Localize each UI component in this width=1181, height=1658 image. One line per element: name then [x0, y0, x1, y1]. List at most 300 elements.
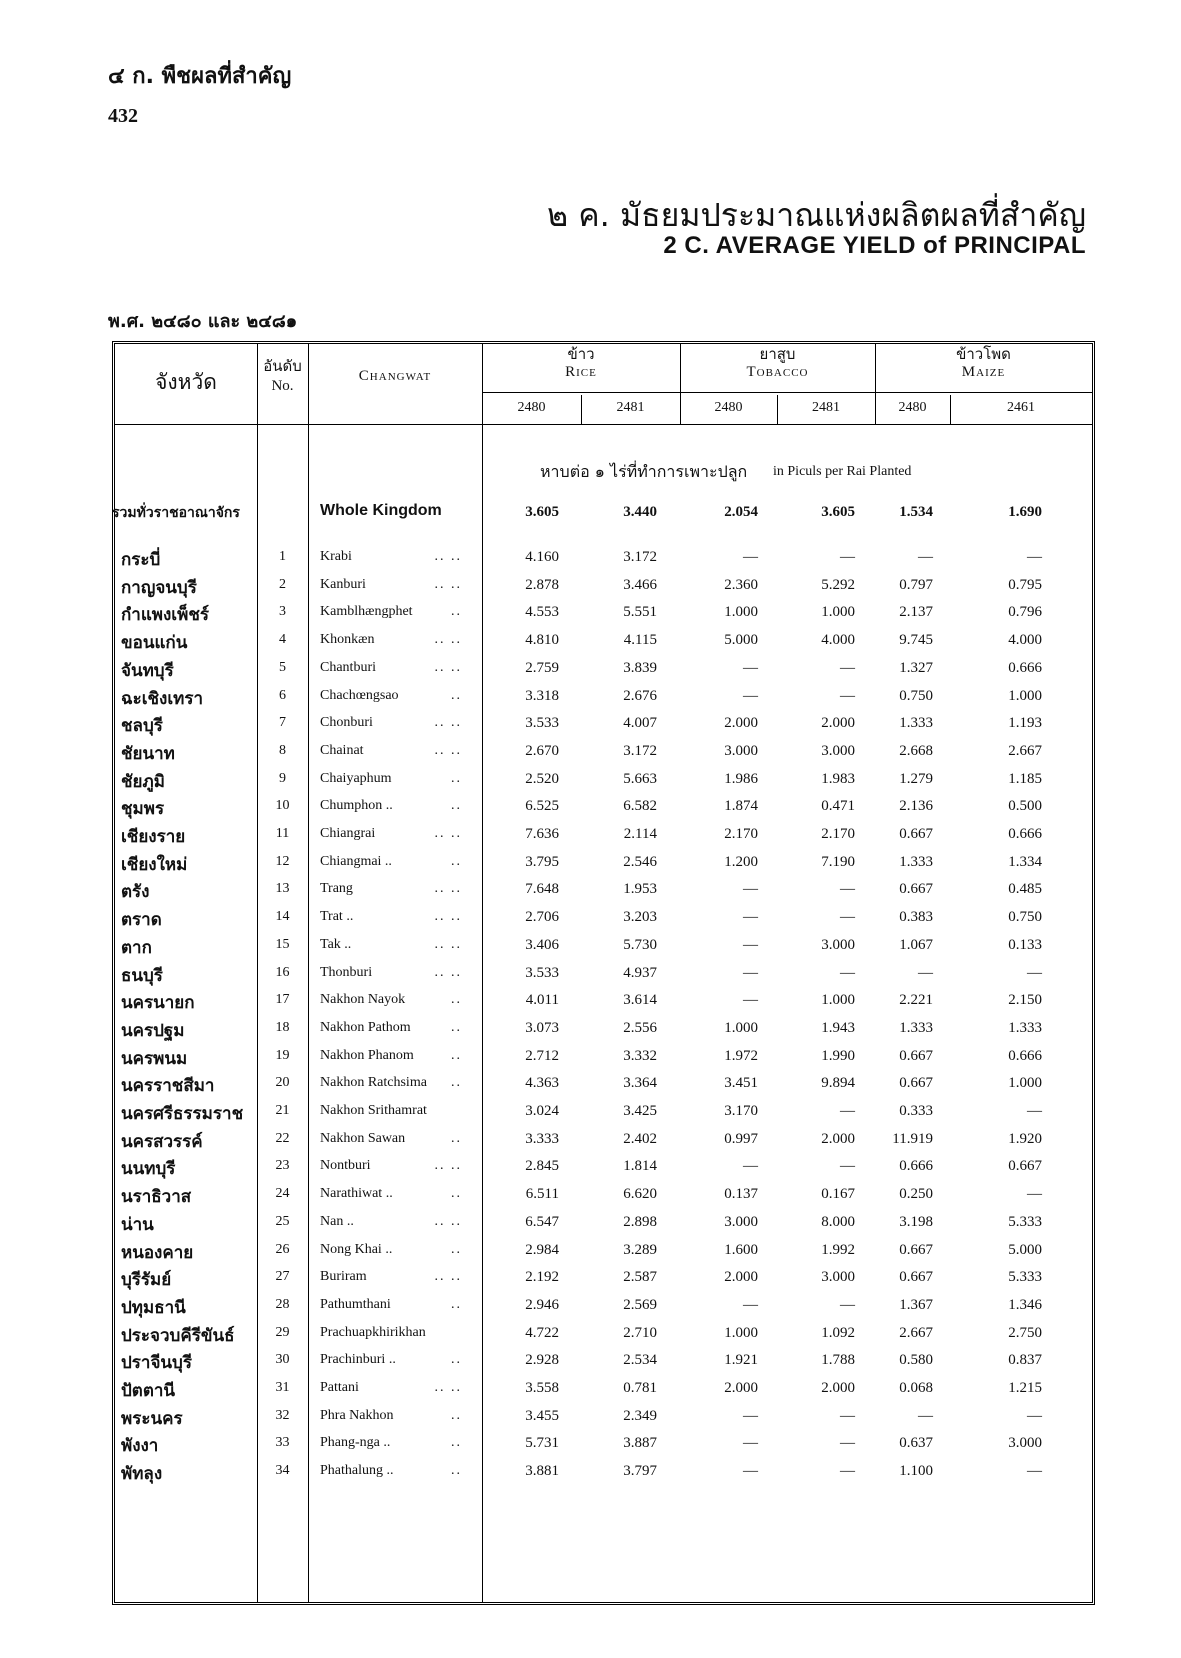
- yield-value: 3.455: [525, 1407, 559, 1424]
- yield-value: 3.172: [623, 742, 657, 759]
- yield-value: 3.795: [525, 853, 559, 870]
- yield-value: 3.198: [899, 1213, 933, 1230]
- yield-value: 0.667: [899, 1241, 933, 1258]
- yield-value: 1.333: [1008, 1019, 1042, 1036]
- province-english: Chachœngsao: [320, 687, 399, 703]
- province-english: Krabi: [320, 549, 352, 564]
- yield-value: 1.943: [821, 1019, 855, 1036]
- yield-value: 2.556: [623, 1019, 657, 1036]
- yield-value: 1.788: [821, 1352, 855, 1369]
- province-no: 32: [275, 1407, 290, 1423]
- yield-value: 2.667: [1008, 742, 1042, 759]
- yield-value: 3.451: [724, 1075, 758, 1092]
- leader-dots: .. ..: [434, 715, 462, 731]
- yield-value: 0.667: [899, 1269, 933, 1286]
- yield-value: 1.920: [1008, 1130, 1042, 1147]
- province-no: 33: [275, 1435, 290, 1451]
- province-english: Narathiwat ..: [320, 1186, 393, 1202]
- yield-value: 3.289: [623, 1241, 657, 1258]
- province-english: Nakhon Srithamrat: [320, 1103, 427, 1118]
- yield-value: 4.011: [525, 992, 559, 1009]
- yield-value: 0.666: [1008, 1047, 1042, 1064]
- leader-dots: .. ..: [434, 964, 462, 980]
- yield-value: 2.845: [525, 1158, 559, 1175]
- yield-value: 4.160: [525, 549, 559, 565]
- yield-value: 2.520: [525, 770, 559, 787]
- yield-value: 1.992: [821, 1241, 855, 1258]
- header-maize-thai: ข้าวโพด: [956, 345, 1011, 363]
- leader-dots: .. ..: [434, 1158, 462, 1174]
- yield-value: 1.185: [1008, 770, 1042, 787]
- province-thai: ปราจีนบุรี: [121, 1353, 192, 1374]
- yield-value: 6.525: [525, 798, 559, 815]
- province-thai: ปัตตานี: [121, 1381, 176, 1401]
- header-changwat-en: Changwat: [358, 368, 432, 384]
- leader-dots: ..: [451, 1186, 462, 1202]
- header-rule: [115, 424, 1092, 425]
- yield-value: —: [840, 909, 855, 926]
- yield-value: 0.137: [724, 1186, 758, 1203]
- yield-value: 5.000: [724, 632, 758, 649]
- province-thai: นครศรีธรรมราช: [121, 1104, 244, 1124]
- yield-value: 0.667: [899, 881, 933, 898]
- yield-value: 3.000: [821, 936, 855, 953]
- yield-value: 1.986: [724, 770, 758, 787]
- leader-dots: .. ..: [434, 1269, 462, 1285]
- province-thai: ตาก: [121, 937, 152, 958]
- year-header: 2480: [898, 400, 927, 415]
- yield-value: 0.997: [724, 1130, 758, 1147]
- province-thai: เชียงราย: [121, 827, 186, 847]
- unit-english: in Piculs per Rai Planted: [773, 464, 912, 479]
- yield-value: 2.192: [525, 1269, 559, 1286]
- yield-value: 3.203: [623, 909, 657, 926]
- yield-value: 1.334: [1008, 853, 1042, 870]
- yield-value: 3.364: [623, 1075, 657, 1092]
- yield-value: 4.000: [1008, 632, 1042, 649]
- yield-value: 1.279: [899, 770, 933, 787]
- yield-value: 2.668: [899, 742, 933, 759]
- yield-value: 5.333: [1008, 1269, 1042, 1286]
- province-english: Nong Khai ..: [320, 1241, 393, 1257]
- yield-value: —: [840, 881, 855, 898]
- yield-value: —: [743, 659, 758, 676]
- province-english: Chonburi: [320, 715, 373, 731]
- province-thai: ตราด: [121, 910, 162, 931]
- yield-value: —: [840, 1463, 855, 1480]
- yield-value: 2.670: [525, 742, 559, 759]
- province-no: 28: [275, 1296, 290, 1312]
- province-thai: ขอนแก่น: [121, 633, 188, 654]
- yield-value: 1.990: [821, 1047, 855, 1064]
- province-thai: น่าน: [121, 1214, 154, 1235]
- province-thai: นนทบุรี: [121, 1159, 176, 1180]
- header-rule: [482, 392, 1092, 393]
- header-maize-en: Maize: [961, 364, 1006, 380]
- province-thai: ชัยนาท: [121, 743, 175, 764]
- yield-table: [112, 341, 1095, 1605]
- yield-value: 2.946: [525, 1296, 559, 1313]
- province-english: Nakhon Nayok: [320, 992, 406, 1008]
- yield-value: 2.587: [623, 1269, 657, 1286]
- yield-value: 0.580: [899, 1352, 933, 1369]
- leader-dots: .. ..: [434, 632, 462, 648]
- yield-value: 2.928: [525, 1352, 559, 1369]
- year-header: 2481: [812, 400, 840, 415]
- yield-value: 2.170: [724, 826, 758, 842]
- yield-value: 4.553: [525, 604, 559, 621]
- yield-value: 1.200: [724, 853, 758, 870]
- province-english: Chiangrai: [320, 826, 376, 841]
- yield-value: —: [1027, 1186, 1042, 1203]
- province-english: Pathumthani: [320, 1296, 391, 1312]
- province-no: 14: [275, 909, 290, 925]
- total-value: 1.690: [1008, 504, 1042, 520]
- province-no: 3: [279, 604, 286, 620]
- yield-value: 1.327: [899, 659, 933, 676]
- yield-value: 1.000: [724, 1324, 758, 1341]
- yield-value: 2.221: [899, 992, 933, 1009]
- yield-value: 1.193: [1008, 715, 1042, 732]
- yield-value: 6.547: [525, 1213, 559, 1230]
- yield-value: 2.676: [623, 687, 657, 704]
- province-english: Nakhon Ratchsima: [320, 1075, 427, 1091]
- yield-value: —: [743, 936, 758, 953]
- yield-value: 3.000: [724, 742, 758, 759]
- yield-value: 3.073: [525, 1019, 559, 1036]
- yield-value: 0.781: [623, 1380, 657, 1396]
- yield-value: 3.839: [623, 659, 657, 676]
- yield-value: 1.333: [899, 715, 933, 732]
- yield-value: 2.706: [525, 909, 559, 926]
- province-no: 15: [275, 936, 290, 952]
- yield-value: 2.000: [821, 1380, 855, 1396]
- leader-dots: ..: [451, 1241, 462, 1257]
- province-english: Phang-nga ..: [320, 1435, 391, 1451]
- yield-value: 0.167: [821, 1186, 855, 1203]
- yield-value: 0.667: [899, 1047, 933, 1064]
- header-rice-thai: ข้าว: [567, 345, 595, 363]
- province-english: Tak ..: [320, 936, 352, 952]
- province-english: Trang: [320, 881, 353, 897]
- yield-value: 1.953: [623, 881, 657, 898]
- column-rule: [308, 344, 309, 1602]
- yield-value: 3.170: [724, 1103, 758, 1119]
- province-no: 4: [279, 632, 286, 648]
- yield-value: 0.796: [1008, 604, 1042, 621]
- province-english: Kamblhængphet: [320, 604, 413, 620]
- yield-value: 7.648: [525, 881, 559, 898]
- leader-dots: ..: [451, 992, 462, 1008]
- unit-thai: หาบต่อ ๑ ไร่ที่ทำการเพาะปลูก: [540, 462, 748, 481]
- yield-value: 2.667: [899, 1324, 933, 1341]
- yield-value: —: [840, 549, 855, 565]
- province-english: Chaiyaphum: [320, 770, 392, 786]
- province-english: Pattani: [320, 1380, 359, 1395]
- yield-value: 7.636: [525, 826, 559, 842]
- yield-value: 5.730: [623, 936, 657, 953]
- leader-dots: .. ..: [434, 576, 462, 592]
- yield-value: 11.919: [892, 1130, 933, 1147]
- yield-value: —: [743, 1463, 758, 1480]
- yield-value: 1.000: [724, 604, 758, 621]
- yield-value: 1.333: [899, 1019, 933, 1036]
- yield-value: 3.558: [525, 1380, 559, 1396]
- yield-value: 0.750: [899, 687, 933, 704]
- yield-value: 0.250: [899, 1186, 933, 1203]
- province-thai: บุรีรัมย์: [121, 1270, 172, 1291]
- province-no: 23: [275, 1158, 290, 1174]
- leader-dots: .. ..: [434, 881, 462, 897]
- province-no: 10: [275, 798, 290, 814]
- province-thai: ชัยภูมิ: [121, 771, 165, 792]
- yield-value: 0.797: [899, 576, 933, 593]
- province-thai: ประจวบคีรีขันธ์: [121, 1325, 235, 1346]
- province-thai: ฉะเชิงเทรา: [121, 688, 204, 709]
- province-no: 6: [279, 687, 286, 703]
- province-no: 13: [275, 881, 290, 897]
- province-no: 1: [279, 549, 286, 564]
- yield-value: 0.795: [1008, 576, 1042, 593]
- yield-value: 1.067: [899, 936, 933, 953]
- page-number: 432: [108, 105, 138, 127]
- yield-value: 4.722: [525, 1324, 559, 1341]
- province-no: 29: [275, 1324, 290, 1340]
- yield-value: 5.663: [623, 770, 657, 787]
- yield-value: —: [1027, 549, 1042, 565]
- province-english: Chantburi: [320, 659, 376, 675]
- yield-value: 0.667: [1008, 1158, 1042, 1175]
- table-title-english: 2 C. AVERAGE YIELD of PRINCIPAL: [663, 232, 1086, 259]
- province-english: Chiangmai ..: [320, 853, 392, 869]
- leader-dots: .. ..: [434, 826, 462, 841]
- total-value: 3.440: [623, 504, 657, 520]
- yield-value: 2.898: [623, 1213, 657, 1230]
- province-english: Trat ..: [320, 909, 354, 925]
- yield-value: 3.000: [821, 1269, 855, 1286]
- year-header: 2480: [517, 400, 546, 415]
- yield-value: 3.466: [623, 576, 657, 593]
- province-thai: กระบี่: [121, 550, 161, 570]
- total-label-thai: รวมทั่วราชอาณาจักร: [112, 505, 240, 521]
- province-no: 9: [279, 770, 286, 786]
- yield-value: 3.332: [623, 1047, 657, 1064]
- province-thai: พระนคร: [121, 1408, 183, 1429]
- yield-value: —: [1027, 964, 1042, 981]
- yield-value: 1.367: [899, 1296, 933, 1313]
- province-thai: นราธิวาส: [121, 1187, 192, 1208]
- yield-value: —: [743, 909, 758, 926]
- yield-value: 2.984: [525, 1241, 559, 1258]
- year-header: 2480: [714, 400, 743, 415]
- yield-value: 5.000: [1008, 1241, 1042, 1258]
- yield-value: 4.115: [623, 632, 657, 649]
- yield-value: 2.000: [821, 715, 855, 732]
- yield-value: 0.666: [1008, 659, 1042, 676]
- year-header: 2481: [616, 400, 645, 415]
- leader-dots: .. ..: [434, 909, 462, 925]
- leader-dots: ..: [451, 798, 462, 814]
- province-english: Nakhon Phanom: [320, 1047, 414, 1063]
- yield-value: 3.887: [623, 1435, 657, 1452]
- province-thai: นครปฐม: [121, 1020, 185, 1041]
- province-no: 24: [275, 1186, 290, 1202]
- yield-value: 4.000: [821, 632, 855, 649]
- yield-value: 2.170: [821, 826, 855, 842]
- yield-value: 2.150: [1008, 992, 1042, 1009]
- yield-value: 1.000: [821, 604, 855, 621]
- yield-value: 1.972: [724, 1047, 758, 1064]
- yield-value: 2.000: [821, 1130, 855, 1147]
- leader-dots: ..: [451, 770, 462, 786]
- province-english: Prachinburi ..: [320, 1352, 396, 1368]
- yield-value: 3.000: [724, 1213, 758, 1230]
- province-thai: เชียงใหม่: [121, 854, 188, 875]
- yield-value: 2.534: [623, 1352, 657, 1369]
- yield-value: —: [840, 687, 855, 704]
- province-thai: ปทุมธานี: [121, 1297, 186, 1318]
- yield-value: 0.637: [899, 1435, 933, 1452]
- yield-value: 1.000: [724, 1019, 758, 1036]
- province-thai: ชุมพร: [121, 799, 165, 820]
- yield-value: 3.797: [623, 1463, 657, 1480]
- yield-value: 7.190: [821, 853, 855, 870]
- yield-value: 5.333: [1008, 1213, 1042, 1230]
- yield-value: 0.667: [899, 1075, 933, 1092]
- running-header: ๔ ก. พืชผลที่สำคัญ: [108, 64, 292, 89]
- yield-value: —: [1027, 1103, 1042, 1119]
- leader-dots: ..: [451, 1352, 462, 1368]
- header-no-thai: อันดับ: [263, 357, 302, 375]
- yield-value: 9.745: [899, 632, 933, 649]
- province-english: Buriram: [320, 1269, 367, 1285]
- yield-value: 0.500: [1008, 798, 1042, 815]
- total-label-english: Whole Kingdom: [320, 502, 442, 519]
- yield-value: 1.874: [724, 798, 758, 815]
- header-tobacco-thai: ยาสูบ: [759, 345, 796, 363]
- leader-dots: ..: [451, 1075, 462, 1091]
- yield-value: —: [743, 687, 758, 704]
- province-no: 18: [275, 1019, 290, 1035]
- province-english: Thonburi: [320, 964, 373, 980]
- yield-value: 4.363: [525, 1075, 559, 1092]
- total-value: 1.534: [899, 504, 933, 520]
- yield-value: 2.569: [623, 1296, 657, 1313]
- yield-value: 5.731: [525, 1435, 559, 1452]
- province-no: 20: [275, 1075, 290, 1091]
- yield-value: 2.000: [724, 715, 758, 732]
- yield-value: 1.092: [821, 1324, 855, 1341]
- province-no: 2: [279, 576, 286, 592]
- yield-value: 0.750: [1008, 909, 1042, 926]
- yield-value: 0.667: [899, 826, 933, 842]
- yield-value: 5.292: [821, 576, 855, 593]
- header-no-en: No.: [271, 378, 294, 394]
- yield-value: 2.000: [724, 1380, 758, 1396]
- yield-value: 0.068: [899, 1380, 933, 1396]
- yield-value: 8.000: [821, 1213, 855, 1230]
- yield-value: 6.620: [623, 1186, 657, 1203]
- province-no: 7: [279, 715, 286, 731]
- yield-value: 1.100: [899, 1463, 933, 1480]
- province-no: 21: [275, 1103, 290, 1118]
- province-thai: จันทบุรี: [121, 660, 174, 681]
- yield-value: 2.114: [623, 826, 657, 842]
- yield-value: 2.402: [623, 1130, 657, 1147]
- leader-dots: ..: [451, 604, 462, 620]
- province-thai: นครพนม: [121, 1048, 188, 1069]
- total-value: 3.605: [525, 504, 559, 520]
- yield-value: 0.471: [821, 798, 855, 815]
- total-value: 2.054: [724, 504, 758, 520]
- yield-value: 9.894: [821, 1075, 855, 1092]
- province-thai: ชลบุรี: [121, 716, 163, 737]
- yield-value: 1.000: [1008, 1075, 1042, 1092]
- yield-value: —: [840, 964, 855, 981]
- province-no: 8: [279, 742, 286, 758]
- yield-value: 3.533: [525, 964, 559, 981]
- yield-value: 1.333: [899, 853, 933, 870]
- yield-value: 0.666: [899, 1158, 933, 1175]
- leader-dots: ..: [451, 1296, 462, 1312]
- total-value: 3.605: [821, 504, 855, 520]
- yield-value: 1.600: [724, 1241, 758, 1258]
- leader-dots: .. ..: [434, 742, 462, 758]
- yield-value: 6.511: [525, 1186, 559, 1203]
- yield-value: 2.360: [724, 576, 758, 593]
- province-english: Nakhon Pathom: [320, 1019, 411, 1035]
- leader-dots: ..: [451, 1435, 462, 1451]
- province-no: 11: [275, 826, 290, 841]
- yield-value: 1.814: [623, 1158, 657, 1175]
- yield-value: 2.137: [899, 604, 933, 621]
- yield-value: —: [743, 1158, 758, 1175]
- leader-dots: .. ..: [434, 549, 462, 564]
- province-no: 17: [275, 992, 290, 1008]
- yield-value: —: [1027, 1407, 1042, 1424]
- province-english: Phathalung ..: [320, 1463, 394, 1479]
- leader-dots: .. ..: [434, 1380, 462, 1395]
- leader-dots: ..: [451, 1019, 462, 1035]
- province-english: Nan ..: [320, 1213, 354, 1229]
- leader-dots: ..: [451, 853, 462, 869]
- yield-value: 3.425: [623, 1103, 657, 1119]
- yield-value: —: [840, 1103, 855, 1119]
- province-english: Kanburi: [320, 576, 366, 592]
- header-tobacco-en: Tobacco: [746, 364, 809, 380]
- yield-value: —: [840, 1158, 855, 1175]
- year-line: พ.ศ. ๒๔๘๐ และ ๒๔๘๑: [108, 311, 298, 332]
- yield-value: 2.710: [623, 1324, 657, 1341]
- yield-value: —: [918, 964, 933, 981]
- yield-value: 1.000: [1008, 687, 1042, 704]
- yield-value: 2.878: [525, 576, 559, 593]
- yield-value: 0.133: [1008, 936, 1042, 953]
- yield-value: —: [743, 1296, 758, 1313]
- yield-value: 2.136: [899, 798, 933, 815]
- yield-value: —: [918, 549, 933, 565]
- yield-value: 0.485: [1008, 881, 1042, 898]
- province-no: 31: [275, 1380, 290, 1395]
- header-rice-en: Rice: [565, 364, 597, 380]
- column-rule: [482, 344, 483, 1602]
- province-english: Phra Nakhon: [320, 1407, 394, 1423]
- yield-value: 3.614: [623, 992, 657, 1009]
- yield-value: 3.172: [623, 549, 657, 565]
- yield-value: 0.383: [899, 909, 933, 926]
- yield-value: 0.666: [1008, 826, 1042, 842]
- province-thai: ตรัง: [121, 882, 150, 903]
